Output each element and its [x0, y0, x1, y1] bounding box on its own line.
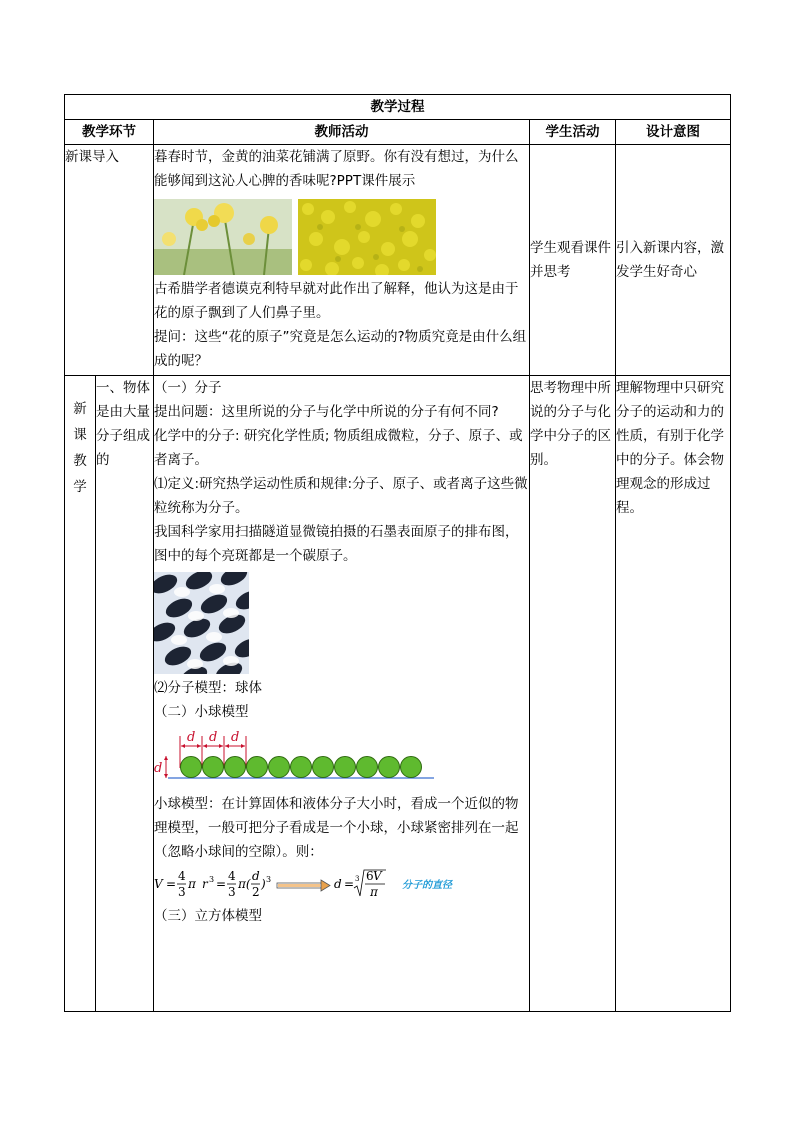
ball-model-diagram: [154, 728, 529, 784]
design-intent-intro: 引入新课内容，激发学生好奇心: [616, 145, 731, 376]
student-activity-intro: 学生观看课件并思考: [530, 145, 616, 376]
molecule-diameter-formula: [154, 866, 529, 902]
canola-photos: [154, 199, 529, 275]
ball: [269, 757, 290, 778]
ball: [357, 757, 378, 778]
svg-text:d: d: [252, 869, 260, 883]
svg-text:3: 3: [355, 875, 360, 883]
intro-text-2: 古希腊学者德谟克利特早就对此作出了解释，他认为这是由于花的原子飘到了人们鼻子里。: [154, 281, 519, 321]
ball: [225, 757, 246, 778]
design-intent-molecules: 理解物理中只研究分子的运动和力的性质，有别于化学中的分子。体会物理观念的形成过程。: [616, 376, 731, 1012]
sub-stage-molecules: 一、物体是由大量分子组成的: [96, 376, 154, 1012]
header-teacher: 教师活动: [154, 120, 530, 145]
svg-text:): ): [261, 877, 266, 891]
svg-text:=: =: [216, 877, 227, 891]
svg-text:V: V: [373, 869, 382, 883]
svg-text:=: =: [166, 877, 177, 891]
chemistry-definition: 化学中的分子: 研究化学性质; 物质组成微粒，分子、原子、或者离子。: [154, 428, 523, 468]
svg-text:3: 3: [209, 875, 215, 884]
svg-text:4: 4: [228, 869, 236, 883]
section-heading-ball-model: （二）小球模型: [154, 704, 249, 720]
svg-text:π: π: [370, 885, 378, 899]
ball: [291, 757, 312, 778]
svg-text:=: =: [344, 877, 355, 891]
section-heading-molecule: （一）分子: [154, 380, 222, 396]
section-heading-cube-model: （三）立方体模型: [154, 908, 262, 924]
header-stage: 教学环节: [65, 120, 154, 145]
ball: [401, 757, 422, 778]
intro-text-1: 暮春时节，金黄的油菜花铺满了原野。你有没有想过，为什么能够闻到这沁人心脾的香味呢?PPT课件展示: [154, 149, 519, 189]
stage-new-lesson: [65, 376, 96, 1012]
svg-text:2: 2: [252, 885, 260, 899]
svg-text:3: 3: [228, 885, 236, 899]
ball: [313, 757, 334, 778]
dim-label-d: d: [154, 761, 163, 776]
canola-flower-closeup-image: [154, 199, 292, 275]
stage-intro: 新课导入: [65, 145, 154, 376]
svg-text:3: 3: [266, 875, 272, 884]
table-title: 教学过程: [65, 95, 731, 120]
svg-text:π: π: [188, 877, 196, 891]
svg-text:4: 4: [178, 869, 186, 883]
question-text: 提出问题：这里所说的分子与化学中所说的分子有何不同?: [154, 404, 499, 420]
stage-char: 教: [73, 453, 87, 469]
teacher-activity-intro: [154, 145, 530, 376]
stage-char: 新: [73, 401, 87, 417]
teaching-process-table: [64, 94, 731, 1012]
dim-label-d: d: [231, 730, 240, 745]
student-activity-molecules: 思考物理中所说的分子与化学中分子的区别。: [530, 376, 616, 1012]
graphite-stm-image: [154, 572, 249, 674]
svg-text:6: 6: [366, 869, 374, 883]
svg-text:3: 3: [178, 885, 186, 899]
dim-label-d: d: [209, 730, 218, 745]
canola-field-image: [298, 199, 436, 275]
header-student: 学生活动: [530, 120, 616, 145]
svg-text:π(: π(: [238, 877, 251, 891]
molecule-model-text: ⑵分子模型：球体: [154, 680, 262, 696]
dim-label-d: d: [187, 730, 196, 745]
ball: [247, 757, 268, 778]
ball-model-text: 小球模型：在计算固体和液体分子大小时，看成一个近似的物理模型，一般可把分子看成是一个小球，小球紧密排列在一起（忽略小球间的空隙）。则：: [154, 796, 519, 860]
header-intent: 设计意图: [616, 120, 731, 145]
ball: [203, 757, 224, 778]
stm-description: 我国科学家用扫描隧道显微镜拍摄的石墨表面原子的排布图，图中的每个亮斑都是一个碳原子。: [154, 524, 519, 564]
stage-char: 课: [73, 427, 87, 443]
svg-text:d: d: [334, 877, 342, 891]
svg-text:r: r: [202, 877, 208, 891]
ball: [181, 757, 202, 778]
ball: [379, 757, 400, 778]
stage-char: 学: [73, 479, 87, 495]
teacher-activity-molecules: [154, 376, 530, 1012]
intro-question: 提问：这些“花的原子”究竟是怎么运动的?物质究竟是由什么组成的呢？: [154, 329, 527, 369]
physics-definition: ⑴定义:研究热学运动性质和规律:分子、原子、或者离子这些微粒统称为分子。: [154, 476, 528, 516]
formula-tag: 分子的直径: [402, 880, 452, 891]
ball: [335, 757, 356, 778]
svg-text:V: V: [154, 877, 163, 891]
